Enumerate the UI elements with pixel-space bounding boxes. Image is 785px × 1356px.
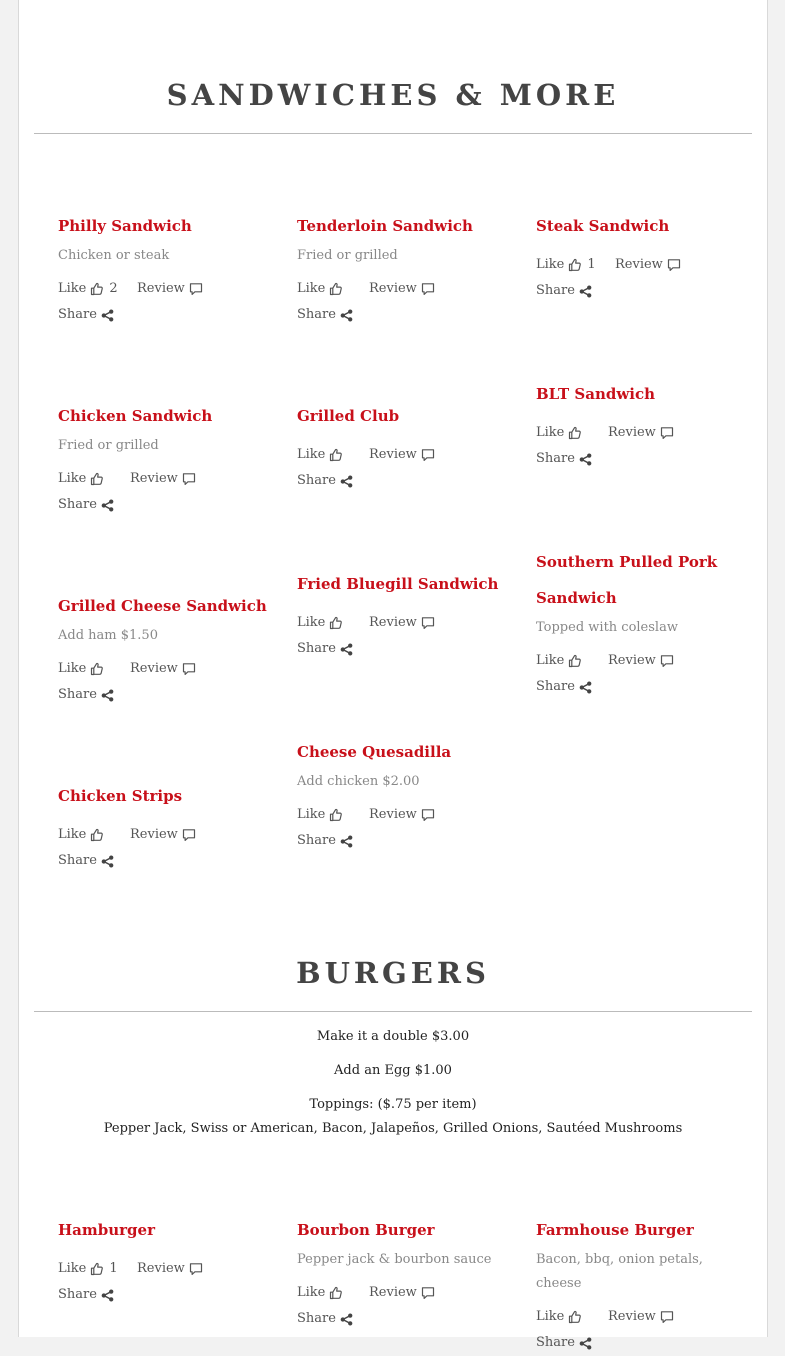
- review-button[interactable]: [608, 1304, 674, 1330]
- review-label: Review: [369, 615, 417, 630]
- menu-item-actions: [536, 648, 721, 700]
- menu-item: [58, 1212, 273, 1308]
- menu-item-actions: [536, 420, 751, 472]
- review-button[interactable]: [608, 648, 674, 674]
- like-label: Like: [58, 661, 87, 676]
- share-button[interactable]: [297, 636, 353, 662]
- menu-item: [58, 588, 273, 708]
- share-button[interactable]: [297, 468, 353, 494]
- review-label: Review: [130, 661, 178, 676]
- review-button[interactable]: [369, 1280, 435, 1306]
- like-button[interactable]: [297, 1280, 369, 1306]
- menu-item-name[interactable]: Chicken Sandwich: [58, 407, 213, 425]
- review-label: Review: [608, 1309, 656, 1324]
- share-label: Share: [58, 497, 97, 512]
- like-label: Like: [536, 257, 565, 272]
- thumbs-up-icon: [90, 828, 104, 842]
- share-label: Share: [536, 283, 575, 298]
- like-button[interactable]: [536, 252, 615, 278]
- speech-bubble-icon: [421, 1286, 435, 1300]
- share-button[interactable]: [536, 278, 592, 304]
- menu-item-description: Bacon, bbq, onion petals, cheese: [536, 1252, 703, 1291]
- burger-toppings-list: Pepper Jack, Swiss or American, Bacon, Jalapeños, Grilled Onions, Sautéed Mushrooms: [103, 1121, 683, 1136]
- menu-item: [536, 544, 721, 700]
- menu-item-name[interactable]: Philly Sandwich: [58, 217, 192, 235]
- like-label: Like: [536, 653, 565, 668]
- speech-bubble-icon: [182, 828, 196, 842]
- share-button[interactable]: [297, 302, 353, 328]
- speech-bubble-icon: [421, 448, 435, 462]
- menu-item-name[interactable]: Bourbon Burger: [297, 1221, 435, 1239]
- share-icon: [340, 309, 353, 322]
- share-label: Share: [58, 687, 97, 702]
- review-label: Review: [369, 807, 417, 822]
- like-count: 1: [587, 257, 596, 272]
- like-label: Like: [297, 807, 326, 822]
- share-icon: [579, 681, 592, 694]
- review-button[interactable]: [130, 656, 196, 682]
- menu-item: [536, 208, 751, 304]
- menu-item-name[interactable]: BLT Sandwich: [536, 385, 655, 403]
- share-icon: [340, 835, 353, 848]
- burger-option-egg: Add an Egg $1.00: [334, 1063, 452, 1078]
- menu-item-description: Fried or grilled: [297, 248, 398, 263]
- thumbs-up-icon: [568, 426, 582, 440]
- share-label: Share: [297, 473, 336, 488]
- menu-item: [536, 376, 751, 472]
- review-button[interactable]: [130, 466, 196, 492]
- thumbs-up-icon: [90, 1262, 104, 1276]
- menu-item-name[interactable]: Fried Bluegill Sandwich: [297, 575, 499, 593]
- menu-item-actions: [58, 276, 273, 328]
- share-label: Share: [536, 679, 575, 694]
- like-button[interactable]: [536, 1304, 608, 1330]
- like-label: Like: [297, 447, 326, 462]
- speech-bubble-icon: [421, 808, 435, 822]
- review-label: Review: [615, 257, 663, 272]
- review-button[interactable]: [369, 802, 435, 828]
- section-divider: [34, 133, 752, 134]
- menu-item-actions: [58, 466, 273, 518]
- like-button[interactable]: [58, 822, 130, 848]
- speech-bubble-icon: [182, 662, 196, 676]
- thumbs-up-icon: [329, 448, 343, 462]
- menu-item-actions: [58, 822, 273, 874]
- share-button[interactable]: [536, 1330, 592, 1356]
- menu-item: [297, 734, 512, 854]
- menu-item-name[interactable]: Chicken Strips: [58, 787, 183, 805]
- review-button[interactable]: [137, 276, 203, 302]
- share-label: Share: [58, 853, 97, 868]
- review-button[interactable]: [137, 1256, 203, 1282]
- like-label: Like: [58, 827, 87, 842]
- speech-bubble-icon: [182, 472, 196, 486]
- menu-item-name[interactable]: Grilled Club: [297, 407, 400, 425]
- speech-bubble-icon: [660, 426, 674, 440]
- share-button[interactable]: [297, 1306, 353, 1332]
- thumbs-up-icon: [329, 1286, 343, 1300]
- thumbs-up-icon: [329, 616, 343, 630]
- share-button[interactable]: [58, 302, 114, 328]
- like-label: Like: [297, 281, 326, 296]
- menu-item-name[interactable]: Southern Pulled Pork Sandwich: [536, 553, 718, 607]
- menu-item-name[interactable]: Cheese Quesadilla: [297, 743, 452, 761]
- like-label: Like: [58, 1261, 87, 1276]
- review-button[interactable]: [615, 252, 681, 278]
- menu-item-name[interactable]: Hamburger: [58, 1221, 155, 1239]
- like-label: Like: [536, 1309, 565, 1324]
- menu-item-description: Topped with coleslaw: [536, 620, 678, 635]
- like-count: 1: [109, 1261, 118, 1276]
- like-label: Like: [58, 281, 87, 296]
- menu-item: [58, 208, 273, 328]
- review-label: Review: [608, 653, 656, 668]
- review-button[interactable]: [130, 822, 196, 848]
- like-button[interactable]: [297, 802, 369, 828]
- thumbs-up-icon: [329, 808, 343, 822]
- section-title-burgers: BURGERS: [296, 956, 490, 990]
- menu-item-description: Add chicken $2.00: [297, 774, 420, 789]
- share-button[interactable]: [536, 446, 592, 472]
- menu-item: [536, 1212, 721, 1356]
- share-button[interactable]: [58, 1282, 114, 1308]
- share-button[interactable]: [58, 492, 114, 518]
- menu-item: [297, 566, 512, 662]
- thumbs-up-icon: [568, 1310, 582, 1324]
- share-label: Share: [297, 833, 336, 848]
- share-button[interactable]: [297, 828, 353, 854]
- like-button[interactable]: [297, 442, 369, 468]
- menu-item-actions: [58, 1256, 273, 1308]
- menu-item-name[interactable]: Grilled Cheese Sandwich: [58, 597, 267, 615]
- thumbs-up-icon: [90, 472, 104, 486]
- share-icon: [340, 643, 353, 656]
- menu-item-actions: [297, 442, 512, 494]
- section-title-sandwiches: SANDWICHES & MORE: [166, 78, 620, 112]
- share-icon: [101, 499, 114, 512]
- menu-item-name[interactable]: Tenderloin Sandwich: [297, 217, 473, 235]
- like-button[interactable]: [58, 1256, 137, 1282]
- menu-item-description: Chicken or steak: [58, 248, 170, 263]
- menu-item-description: Add ham $1.50: [58, 628, 158, 643]
- like-label: Like: [536, 425, 565, 440]
- menu-item-actions: [58, 656, 273, 708]
- share-label: Share: [536, 1335, 575, 1350]
- thumbs-up-icon: [568, 654, 582, 668]
- like-button[interactable]: [536, 420, 608, 446]
- thumbs-up-icon: [568, 258, 582, 272]
- review-button[interactable]: [369, 276, 435, 302]
- share-button[interactable]: [536, 674, 592, 700]
- share-icon: [340, 1313, 353, 1326]
- menu-item: [58, 778, 273, 874]
- speech-bubble-icon: [421, 616, 435, 630]
- like-count: 2: [109, 281, 118, 296]
- like-button[interactable]: [297, 610, 369, 636]
- review-label: Review: [369, 281, 417, 296]
- menu-item-actions: [297, 276, 512, 328]
- like-button[interactable]: [297, 276, 369, 302]
- review-label: Review: [130, 827, 178, 842]
- like-label: Like: [58, 471, 87, 486]
- menu-item-actions: [297, 802, 512, 854]
- share-icon: [579, 453, 592, 466]
- share-icon: [101, 1289, 114, 1302]
- share-icon: [579, 1337, 592, 1350]
- review-label: Review: [137, 1261, 185, 1276]
- menu-item-actions: [536, 1304, 721, 1356]
- speech-bubble-icon: [189, 1262, 203, 1276]
- like-button[interactable]: [536, 648, 608, 674]
- menu-item: [297, 208, 512, 328]
- speech-bubble-icon: [667, 258, 681, 272]
- review-button[interactable]: [608, 420, 674, 446]
- share-label: Share: [297, 641, 336, 656]
- speech-bubble-icon: [421, 282, 435, 296]
- menu-item-actions: [536, 252, 751, 304]
- menu-item-description: Fried or grilled: [58, 438, 159, 453]
- burger-option-double: Make it a double $3.00: [316, 1029, 470, 1044]
- review-label: Review: [137, 281, 185, 296]
- menu-item: [58, 398, 273, 518]
- share-icon: [579, 285, 592, 298]
- menu-item: [297, 398, 512, 494]
- share-label: Share: [297, 307, 336, 322]
- share-button[interactable]: [58, 848, 114, 874]
- share-icon: [340, 475, 353, 488]
- menu-item-description: Pepper jack & bourbon sauce: [297, 1252, 492, 1267]
- review-button[interactable]: [369, 610, 435, 636]
- share-label: Share: [536, 451, 575, 466]
- speech-bubble-icon: [189, 282, 203, 296]
- like-label: Like: [297, 1285, 326, 1300]
- speech-bubble-icon: [660, 654, 674, 668]
- share-icon: [101, 309, 114, 322]
- menu-page: [18, 0, 768, 1350]
- review-label: Review: [369, 447, 417, 462]
- share-button[interactable]: [58, 682, 114, 708]
- share-icon: [101, 855, 114, 868]
- review-label: Review: [130, 471, 178, 486]
- like-button[interactable]: [58, 656, 130, 682]
- thumbs-up-icon: [90, 282, 104, 296]
- share-label: Share: [58, 1287, 97, 1302]
- share-icon: [101, 689, 114, 702]
- menu-item-actions: [297, 1280, 512, 1332]
- share-label: Share: [297, 1311, 336, 1326]
- review-label: Review: [608, 425, 656, 440]
- burger-toppings-heading: Toppings: ($.75 per item): [309, 1097, 477, 1112]
- section-divider: [34, 1011, 752, 1012]
- like-button[interactable]: [58, 276, 137, 302]
- review-button[interactable]: [369, 442, 435, 468]
- menu-item-name[interactable]: Steak Sandwich: [536, 217, 670, 235]
- like-button[interactable]: [58, 466, 130, 492]
- menu-item-name[interactable]: Farmhouse Burger: [536, 1221, 694, 1239]
- menu-item-actions: [297, 610, 512, 662]
- thumbs-up-icon: [329, 282, 343, 296]
- speech-bubble-icon: [660, 1310, 674, 1324]
- thumbs-up-icon: [90, 662, 104, 676]
- share-label: Share: [58, 307, 97, 322]
- review-label: Review: [369, 1285, 417, 1300]
- menu-item: [297, 1212, 512, 1332]
- like-label: Like: [297, 615, 326, 630]
